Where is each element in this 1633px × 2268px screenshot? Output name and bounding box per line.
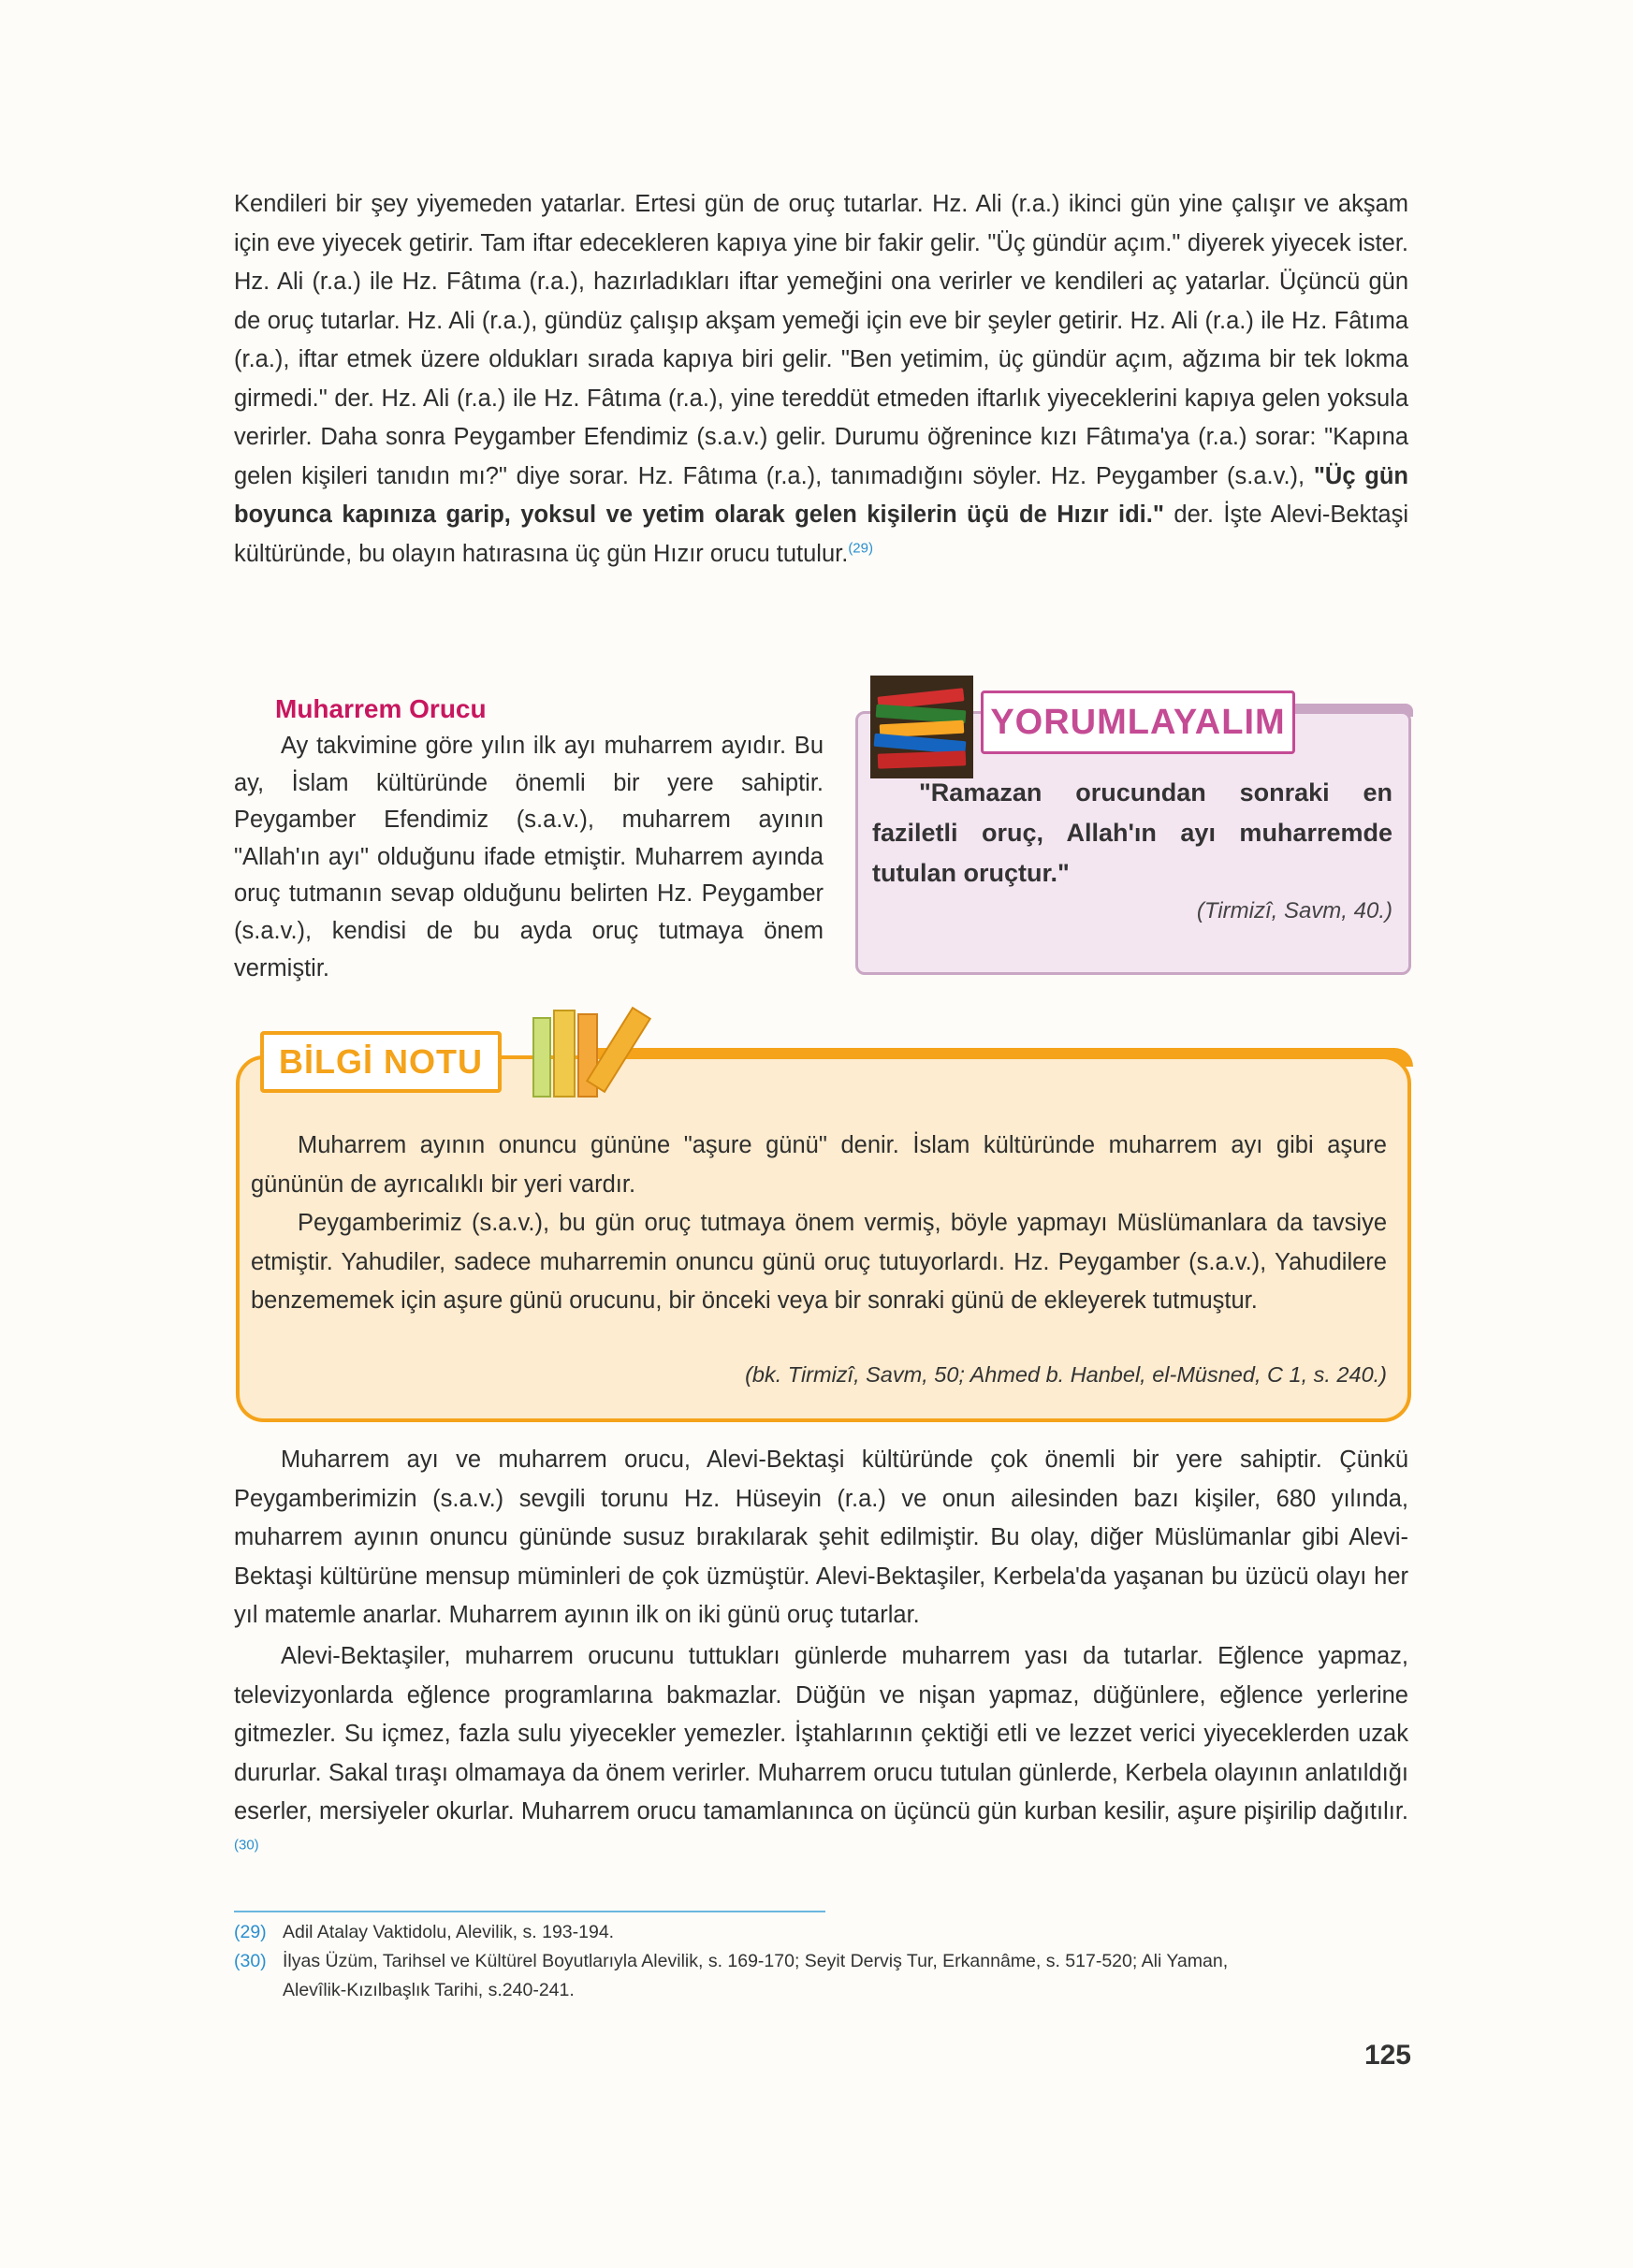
bilgi-notu-text [251,1127,1387,1321]
quote-rest: faziletli oruç, Allah'ın ayı muharremde tutulan oruçtur." [872,819,1392,887]
footnote-29 [234,1918,1413,1947]
footnote-ref-30[interactable]: (30) [234,1837,259,1853]
yorumlayalim-source: (Tirmizî, Savm, 40.) [1196,898,1392,923]
footnote-ref-29[interactable]: (29) [848,540,873,556]
muharrem-section [234,691,824,987]
footnote-continuation: Alevîlik-Kızılbaşlık Tarihi, s.240-241. [283,1980,575,2000]
books-icon [505,997,693,1100]
bilgi-notu-badge: BİLGİ NOTU [260,1031,502,1093]
footnote-text: Adil Atalay Vaktidolu, Alevilik, s. 193-194. [283,1922,615,1942]
intro-text: Kendileri bir şey yiyemeden yatarlar. Ertesi gün de oruç tutarlar. Hz. Ali (r.a.) ikinci gün yine çalışır ve akşam için eve yiyecek getirir. Tam iftar edecekleren kapıya yine bir fakir gelir. "Üç gündür açım." diyerek yiyecek ister. Hz. Ali (r.a.) ile Hz. Fâtıma (r.a.), hazırladıkları iftar yemeğini ona verirler ve kendileri aç yatarlar. Üçüncü gün de oruç tutarlar. Hz. Ali (r.a.), gündüz çalışıp akşam yemeği için eve bir şeyler getirir. Hz. Ali (r.a.) ile Hz. Fâtıma (r.a.), iftar etmek üzere oldukları sırada kapıya biri gelir. "Ben yetimim, üç gündür açım, ağzıma bir tek lokma girmedi." der. Hz. Ali (r.a.) ile Hz. Fâtıma (r.a.), yine tereddüt etmeden iftarlık yiyeceklerini kapıya gelen yoksula verirler. Daha sonra Peygamber Efendimiz (s.a.v.) gelir. Durumu öğrenince kızı Fâtıma'ya (r.a.) sorar: "Kapına gelen kişileri tanıdın mı?" diye sorar. Hz. Fâtıma (r.a.), tanımadığını söyler. Hz. Peygamber (s.a.v.), [234,191,1408,489]
quote-line-1: "Ramazan orucundan sonraki en [919,778,1392,807]
bilgi-notu-p1: Muharrem ayının onuncu gününe "aşure günü" denir. İslam kültüründe muharrem ayı gibi aşure gününün de ayrıcalıklı bir yeri vardır. [251,1132,1387,1198]
page-number: 125 [1363,2040,1411,2071]
bilgi-notu-p2: Peygamberimiz (s.a.v.), bu gün oruç tutmaya önem vermiş, böyle yapmayı Müslümanlara da tavsiye etmiştir. Yahudiler, sadece muharremin onuncu günü oruç tutuyorlardı. Hz. Peygamber (s.a.v.), Yahudilere benzememek için aşure günü orucunu, bir önceki veya bir sonraki günü de ekleyerek tutmuştur. [251,1210,1387,1314]
muharrem-body: Ay takvimine göre yılın ilk ayı muharrem ayıdır. Bu ay, İslam kültüründe önemli bir yere sahiptir. Peygamber Efendimiz (s.a.v.), muharrem ayının "Allah'ın ayı" olduğunu ifade etmiştir. Muharrem ayında oruç tutmanın sevap olduğunu belirten Hz. Peygamber (s.a.v.), kendisi de bu ayda oruç tutmaya önem vermiştir. [234,733,824,981]
footnote-text: İlyas Üzüm, Tarihsel ve Kültürel Boyutlarıyla Alevilik, s. 169-170; Seyit Derviş Tur, Erkannâme, s. 517-520; Ali Yaman, [283,1951,1229,1971]
footnote-30 [234,1947,1413,2005]
intro-tail: der. İşte Alevi-Bektaşi kültüründe, bu olayın hatırasına üç gün Hızır orucu tutulur. [234,502,1409,567]
yorumlayalim-quote [872,773,1392,894]
yorumlayalim-badge: YORUMLAYALIM [981,691,1295,754]
bilgi-notu-source: (bk. Tirmizî, Savm, 50; Ahmed b. Hanbel, el-Müsned, C 1, s. 240.) [745,1362,1387,1387]
body-paragraph-2-text: Alevi-Bektaşiler, muharrem orucunu tuttukları günlerde muharrem yası da tutarlar. Eğlence yapmaz, televizyonlarda eğlence programlarına bakmazlar. Düğün ve nişan yapmaz, düğünlere, eğlence yerlerine gitmezler. Su içmez, fazla sulu yiyecekler yemezler. İştahlarının çektiği etli ve lezzet verici yiyeceklerden uzak dururlar. Sakal tıraşı olmamaya da önem verirler. Muharrem orucu tutulan günlerde, Kerbela olayının anlatıldığı eserler, mersiyeler okurlar. Muharrem orucu tamamlanınca on üçüncü gün kurban kesilir, aşure pişirilip dağıtılır. [234,1643,1408,1825]
body-paragraph-1: Muharrem ayı ve muharrem orucu, Alevi-Bektaşi kültüründe çok önemli bir yere sahiptir. Çünkü Peygamberimizin (s.a.v.) sevgili torunu Hz. Hüseyin (r.a.) ve onun ailesinden bazı kişiler, 680 yılında, muharrem ayının onuncu gününde susuz bırakılarak şehit edilmiştir. Bu olay, diğer Müslümanlar gibi Alevi-Bektaşi kültürüne mensup müminleri de çok üzmüştür. Alevi-Bektaşiler, Kerbela'da yaşanan bu üzücü olayı her yıl matemle anarlar. Muharrem ayının ilk on iki günü oruç tutarlar. [234,1447,1408,1628]
intro-paragraph [234,185,1408,574]
intro-bold-quote: "Üç gün boyunca kapınıza garip, yoksul ve yetim olarak gelen kişilerin üçü de Hızır idi." [234,462,1408,528]
footnote-number: (30) [234,1951,267,1971]
muharrem-title: Muharrem Orucu [275,694,487,723]
footnote-rule [234,1911,825,1912]
body-paragraph-2 [234,1637,1408,1870]
books-stack-icon [870,676,973,778]
footnote-number: (29) [234,1922,267,1942]
